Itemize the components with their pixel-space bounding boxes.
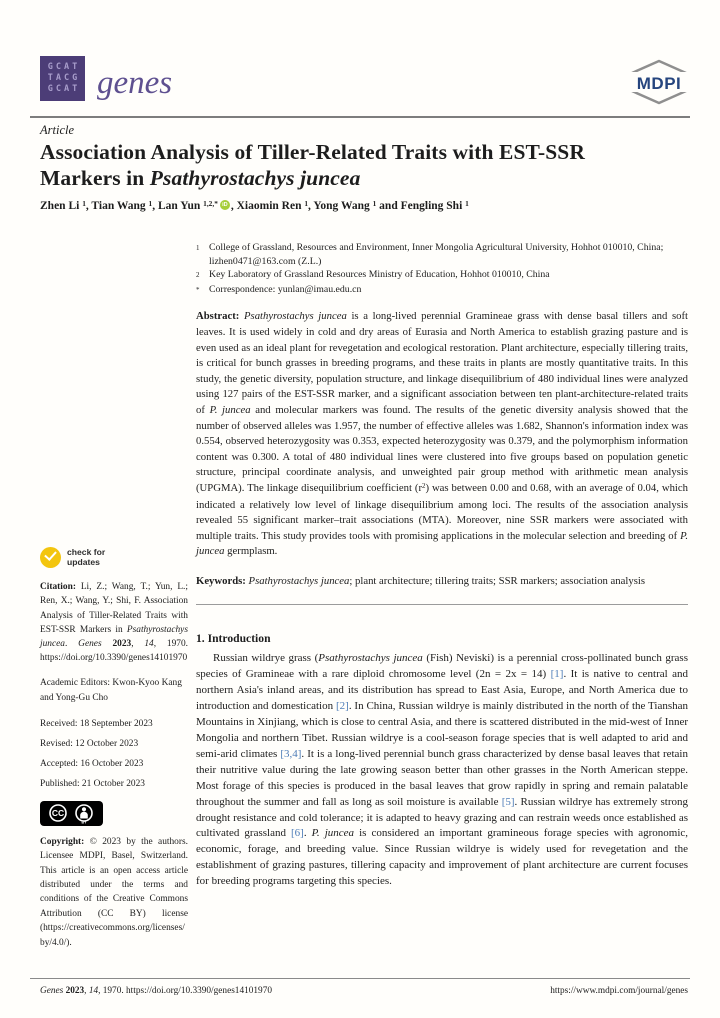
affiliation-item [196, 268, 688, 283]
citation-label: Citation: [40, 582, 76, 592]
mdpi-logo [626, 58, 692, 111]
article-type-label: Article [40, 123, 75, 137]
affiliation-item [196, 283, 688, 298]
published-date: Published: 21 October 2023 [40, 778, 145, 789]
citation-block [40, 580, 188, 666]
keywords-divider [196, 604, 688, 605]
keywords-line [196, 574, 688, 590]
accepted-date: Accepted: 16 October 2023 [40, 758, 144, 769]
affiliation-marker: 1 [196, 244, 200, 252]
logo-letters-row: GCAT [47, 84, 81, 94]
copyright-block [40, 835, 188, 950]
history-dates [40, 714, 188, 794]
logo-letters-row: GCAT [47, 62, 81, 72]
academic-editors: Academic Editors: Kwon-Kyoo Kang and Yong-Gu Cho [40, 677, 182, 703]
keywords-text: Psathyrostachys juncea; plant architecture; tillering traits; SSR markers; association analysis [248, 574, 645, 587]
affiliation-text: College of Grassland, Resources and Environment, Inner Mongolia Agricultural University, Hohhot 010010, China; lizhen0471@163.com (Z.L.) [209, 242, 664, 267]
footer-divider [30, 978, 690, 979]
header-divider [30, 116, 690, 118]
left-sidebar [40, 547, 188, 950]
title-species-italic: Psathyrostachys juncea [149, 166, 361, 190]
by-person-glyph [80, 811, 88, 818]
check-for-updates-label: check for updates [67, 547, 106, 567]
logo-letters-row: TACG [47, 73, 81, 83]
abstract-text: Psathyrostachys juncea is a long-lived perennial Gramineae grass with dense basal tillers and soft leaves. It is used widely in cold and dry areas of Eurasia and North America to establish grazing pasture and is even used as an ideal plant for revegetation and ecological restoration. Plant architecture, especially tillering traits, is critical for bunch grasses in breeding programs, and these traits in plants are mostly quantitative traits. In this study, the genetic diversity, population structure, and linkage disequilibrium of 480 individual lines were analyzed using 127 pairs of the EST-SSR marker, and a significant association between ten plant-architecture-related traits of P. juncea and molecular markers was found. The results of the genetic diversity analysis showed that the number of observed alleles was 1.957, the number of effective alleles was 1.682, Shannon's information index was 0.554, observed heterozygosity was 0.353, expected heterozygosity was 0.379, and the polymorphism information content was 0.300. A total of 480 individual lines were clustered into five groups based on population genetic structure, principal coordinate analysis, and unweighted pair group method with arithmetic mean analysis (UPGMA). The linkage disequilibrium coefficient $(r^2)$ was between 0.00 and 0.68, with an average of 0.04, which indicated a relatively low level of linkage disequilibrium among loci. The results of the association analysis revealed 55 significant marker–trait associations (MTA). Moreover, nine SSR markers were associated with multiple traits. This study provides tools with promising applications in the molecular selection and breeding of P. juncea germplasm. [196, 310, 689, 558]
affiliation-text: Key Laboratory of Grassland Resources Ministry of Education, Hohhot 010010, China [209, 269, 550, 281]
correspondence-text: Correspondence: yunlan@imau.edu.cn [209, 283, 362, 295]
copyright-text: © 2023 by the authors. Licensee MDPI, Basel, Switzerland. This article is an open access article distributed under the terms and conditions of the Creative Commons Attribution (CC BY) license (https://creativecommons.org/licenses/by/4.0/). [40, 836, 188, 948]
page-title [40, 139, 676, 191]
title-line2: Markers in [40, 166, 150, 190]
genes-logo-icon [40, 56, 85, 101]
page-footer [40, 986, 688, 996]
reference-link[interactable]: [3,4] [280, 747, 302, 760]
copyright-label: Copyright: [40, 836, 85, 847]
received-date: Received: 18 September 2023 [40, 718, 153, 729]
citation-text: Li, Z.; Wang, T.; Yun, L.; Ren, X.; Wang, Y.; Shi, F. Association Analysis of Tiller-Related Traits with EST-SSR Markers in Psathyrostachys juncea. Genes 2023, 14, 1970. https://doi.org/10.3390/genes14101970 [40, 582, 188, 664]
reference-link[interactable]: [1] [550, 668, 564, 681]
abstract-paragraph [196, 309, 688, 560]
footer-journal-url[interactable]: https://www.mdpi.com/journal/genes [550, 986, 688, 996]
cc-glyph: CC [51, 807, 65, 818]
affiliation-item [196, 241, 688, 268]
reference-link[interactable]: [5] [501, 795, 515, 808]
abstract-label: Abstract: [196, 310, 240, 323]
affiliation-marker: 2 [196, 271, 200, 280]
cc-by-license-icon[interactable] [40, 801, 103, 826]
title-line1: Association Analysis of Tiller-Related Traits with EST-SSR [40, 140, 585, 164]
revised-date: Revised: 12 October 2023 [40, 738, 139, 749]
authors-line: Zhen Li $^1$, Tian Wang $^1$, Lan Yun $^{1,2,*}$ iD , Xiaomin Ren $^1$, Yong Wang $^1$ and Fengling Shi $^1$ [40, 199, 688, 212]
section-heading-introduction: 1. Introduction [196, 632, 271, 646]
check-for-updates-button[interactable] [40, 547, 188, 568]
genes-journal-logo [40, 56, 172, 101]
keywords-label: Keywords: [196, 574, 246, 587]
reference-link[interactable]: [6] [291, 827, 304, 840]
introduction-paragraph: Russian wildrye grass (Psathyrostachys juncea (Fish) Neviski) is a perennial cross-pollinated bunch grass species of Gramineae with a rare diploid chromosome level (2n = 2x = 14) [1]. It is native to central and northern Asia's inland areas, and its distribution has spread to East Asia, Europe, and North America due to introduction and domestication [2]. In China, Russian wildrye is mainly distributed in the north of the Tianshan Mountains in Xinjiang, which is close to central Asia, and there is scattered distributed in the mid-west of Inner Mongolia and northern Tibet. Russian wildrye is a cool-season forage species that is well adapted to arid and semi-arid climates [3,4]. It is a long-lived perennial bunch grass characterized by dense basal leaves that retain their nutritive value during the late growing season better than other grasses in the North American steppe. Most forage of this species is produced in the basal leaves that grow rapidly in spring and remain palatable throughout the summer and fall as long as soil moisture is available [5]. Russian wildrye has extremely strong drought resistance and cold tolerance; it is adapted to heavy grazing and can restrain weeds once established as cultivated grassland [6]. P. juncea is considered an important gramineous forage species with agronomic, economic, forage, and breeding value. Since Russian wildrye is widely used for revegetation and the establishment of grazing pastures, tillering capacity and improvement of plant architecture are current focuses for breeding programs targeting this species. [196, 652, 689, 888]
orcid-icon[interactable] [220, 200, 230, 210]
main-column [196, 241, 688, 890]
mdpi-wordmark: MDPI [636, 74, 682, 93]
affiliations-block [196, 241, 688, 297]
affiliation-marker: * [196, 285, 200, 294]
by-glyph: BY [81, 820, 87, 824]
reference-link[interactable]: [2] [335, 700, 349, 713]
check-icon [40, 547, 61, 568]
journal-name: genes [97, 65, 173, 101]
footer-citation: Genes 2023, 14, 1970. https://doi.org/10.3390/genes14101970 [40, 986, 272, 996]
